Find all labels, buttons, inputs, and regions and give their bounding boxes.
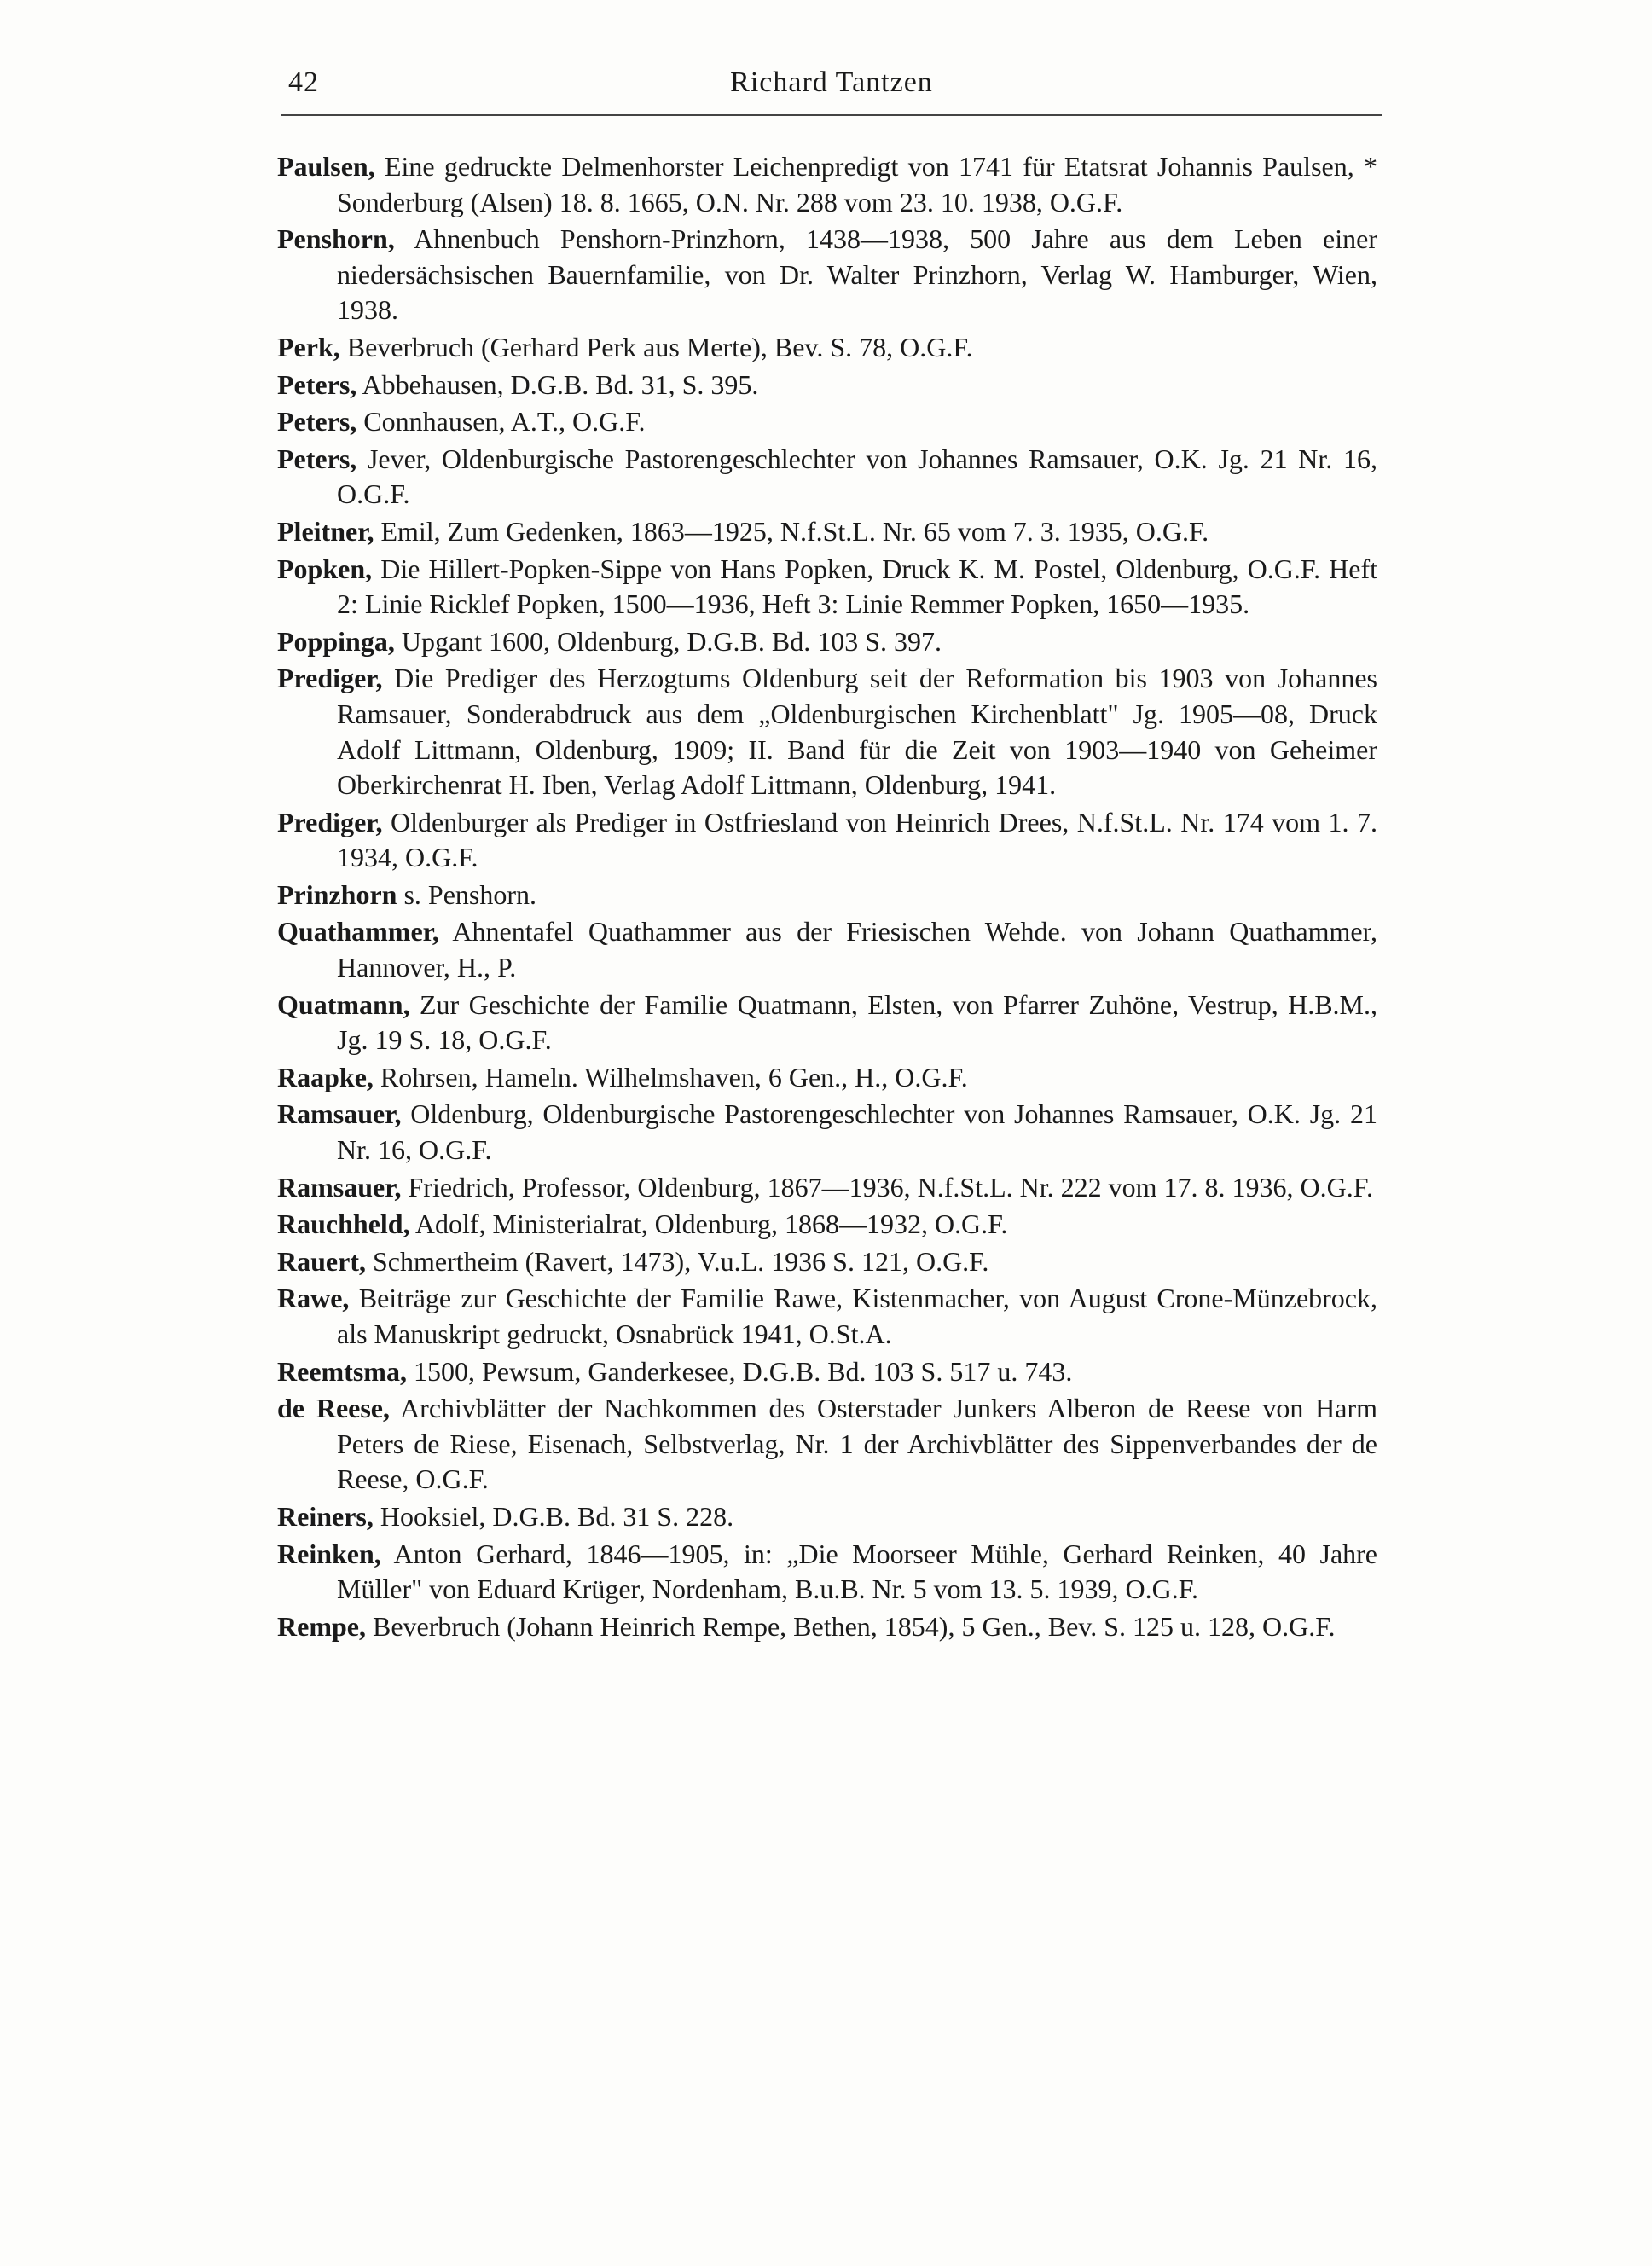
bibliography-entry: [277, 1170, 1377, 1206]
entry-description: Oldenburger als Prediger in Ostfriesland von Heinrich Drees, N.f.St.L. Nr. 174 vom 1. 7. 1934, O.G.F.: [337, 806, 1377, 873]
bibliography-entry: [277, 1244, 1377, 1280]
entry-description: Beverbruch (Johann Heinrich Rempe, Bethen, 1854), 5 Gen., Bev. S. 125 u. 128, O.G.F.: [365, 1610, 1336, 1642]
entry-description: Schmertheim (Ravert, 1473), V.u.L. 1936 S. 121, O.G.F.: [365, 1245, 989, 1277]
entry-family-name: Rauert,: [277, 1245, 366, 1277]
entry-description: Adolf, Ministerialrat, Oldenburg, 1868—1932, O.G.F.: [409, 1208, 1008, 1240]
entry-family-name: Raapke,: [277, 1061, 374, 1092]
bibliography-entry: [277, 1391, 1377, 1498]
entry-family-name: Peters,: [277, 443, 357, 474]
entry-description: Oldenburg, Oldenburgische Pastorengeschlechter von Johannes Ramsauer, O.K. Jg. 21 Nr. 16, O.G.F.: [337, 1098, 1377, 1166]
bibliography-entry: [277, 404, 1377, 440]
entry-family-name: Quathammer,: [277, 916, 439, 948]
bibliography-entry: [277, 1354, 1377, 1390]
bibliography-entry: [277, 1281, 1377, 1352]
entry-family-name: Rempe,: [277, 1610, 366, 1642]
entry-description: Upgant 1600, Oldenburg, D.G.B. Bd. 103 S. 397.: [394, 625, 942, 657]
entry-family-name: Ramsauer,: [277, 1171, 402, 1203]
bibliography-entry: [277, 552, 1377, 623]
entry-family-name: Rauchheld,: [277, 1208, 410, 1240]
entry-description: Emil, Zum Gedenken, 1863—1925, N.f.St.L. Nr. 65 vom 7. 3. 1935, O.G.F.: [374, 515, 1209, 547]
entry-family-name: Perk,: [277, 331, 340, 362]
entry-description: Ahnentafel Quathammer aus der Friesischen Wehde. von Johann Quathammer, Hannover, H., P.: [337, 916, 1377, 983]
entry-family-name: Prediger,: [277, 663, 383, 694]
entry-description: 1500, Pewsum, Ganderkesee, D.G.B. Bd. 103 S. 517 u. 743.: [406, 1355, 1073, 1387]
entry-family-name: Popken,: [277, 553, 373, 584]
entry-description: s. Penshorn.: [397, 878, 536, 910]
bibliography-entry: [277, 805, 1377, 876]
bibliography-entry: [277, 442, 1377, 513]
entry-description: Archivblätter der Nachkommen des Osterstader Junkers Alberon de Reese von Harm Peters de Riese, Eisenach, Selbstverlag, Nr. 1 der Archivblätter des Sippenverbandes der de Reese, O.G.F.: [337, 1393, 1377, 1495]
entry-description: Friedrich, Professor, Oldenburg, 1867—1936, N.f.St.L. Nr. 222 vom 17. 8. 1936, O.G.F.: [401, 1171, 1373, 1203]
page-header: [281, 67, 1382, 116]
bibliography-entry: [277, 624, 1377, 660]
entry-family-name: Reinken,: [277, 1538, 381, 1569]
entry-description: Die Prediger des Herzogtums Oldenburg seit der Reformation bis 1903 von Johannes Ramsauer, Sonderabdruck aus dem „Oldenburgischen Kirchenblatt" Jg. 1905—08, Druck Adolf Littmann, Oldenburg, 1909; II. Band für die Zeit von 1903—1940 von Geheimer Oberkirchenrat H. Iben, Verlag Adolf Littmann, Oldenburg, 1941.: [337, 663, 1377, 801]
bibliography-list: [277, 149, 1377, 1646]
bibliography-entry: [277, 914, 1377, 985]
entry-family-name: Penshorn,: [277, 223, 395, 255]
bibliography-entry: [277, 1499, 1377, 1535]
page-number: 42: [288, 67, 319, 98]
bibliography-entry: [277, 1609, 1377, 1645]
bibliography-entry: [277, 1207, 1377, 1243]
bibliography-entry: [277, 368, 1377, 403]
bibliography-entry: [277, 514, 1377, 550]
entry-description: Abbehausen, D.G.B. Bd. 31, S. 395.: [356, 368, 759, 400]
bibliography-entry: [277, 1060, 1377, 1096]
entry-family-name: Prinzhorn: [277, 878, 397, 910]
running-title: Richard Tantzen: [730, 67, 933, 98]
entry-family-name: Ramsauer,: [277, 1098, 402, 1130]
entry-description: Hooksiel, D.G.B. Bd. 31 S. 228.: [373, 1500, 734, 1532]
entry-description: Eine gedruckte Delmenhorster Leichenpredigt von 1741 für Etatsrat Johannis Paulsen, * Sonderburg (Alsen) 18. 8. 1665, O.N. Nr. 288 vom 23. 10. 1938, O.G.F.: [337, 151, 1377, 217]
entry-family-name: Pleitner,: [277, 515, 374, 547]
entry-family-name: Quatmann,: [277, 988, 410, 1020]
entry-description: Beiträge zur Geschichte der Familie Rawe, Kistenmacher, von August Crone-Münzebrock, als Manuskript gedruckt, Osnabrück 1941, O.St.A.: [337, 1283, 1377, 1349]
entry-description: Jever, Oldenburgische Pastorengeschlechter von Johannes Ramsauer, O.K. Jg. 21 Nr. 16, O.G.F.: [337, 443, 1377, 510]
bibliography-entry: [277, 149, 1377, 220]
entry-family-name: Reiners,: [277, 1500, 374, 1532]
entry-family-name: Reemtsma,: [277, 1355, 407, 1387]
entry-family-name: Prediger,: [277, 806, 383, 837]
bibliography-entry: [277, 878, 1377, 913]
entry-description: Ahnenbuch Penshorn-Prinzhorn, 1438—1938, 500 Jahre aus dem Leben einer niedersächsischen Bauernfamilie, von Dr. Walter Prinzhorn, Verlag W. Hamburger, Wien, 1938.: [337, 223, 1377, 326]
entry-description: Zur Geschichte der Familie Quatmann, Elsten, von Pfarrer Zuhöne, Vestrup, H.B.M., Jg. 19 S. 18, O.G.F.: [337, 988, 1377, 1056]
entry-family-name: Paulsen,: [277, 151, 375, 182]
bibliography-entry: [277, 1097, 1377, 1168]
entry-description: Die Hillert-Popken-Sippe von Hans Popken, Druck K. M. Postel, Oldenburg, O.G.F. Heft 2: Linie Ricklef Popken, 1500—1936, Heft 3: Linie Remmer Popken, 1650—1935.: [337, 553, 1377, 620]
entry-description: Rohrsen, Hameln. Wilhelmshaven, 6 Gen., H., O.G.F.: [373, 1061, 968, 1092]
entry-description: Anton Gerhard, 1846—1905, in: „Die Moorseer Mühle, Gerhard Reinken, 40 Jahre Müller" von Eduard Krüger, Nordenham, B.u.B. Nr. 5 vom 13. 5. 1939, O.G.F.: [337, 1538, 1377, 1605]
entry-description: Connhausen, A.T., O.G.F.: [356, 406, 646, 438]
entry-family-name: Poppinga,: [277, 625, 395, 657]
bibliography-entry: [277, 330, 1377, 366]
entry-family-name: Peters,: [277, 406, 357, 438]
bibliography-entry: [277, 988, 1377, 1058]
bibliography-entry: [277, 661, 1377, 803]
entry-family-name: Rawe,: [277, 1283, 350, 1314]
entry-family-name: de Reese,: [277, 1393, 390, 1424]
bibliography-entry: [277, 1537, 1377, 1608]
bibliography-entry: [277, 222, 1377, 328]
entry-family-name: Peters,: [277, 368, 357, 400]
entry-description: Beverbruch (Gerhard Perk aus Merte), Bev. S. 78, O.G.F.: [339, 331, 973, 362]
